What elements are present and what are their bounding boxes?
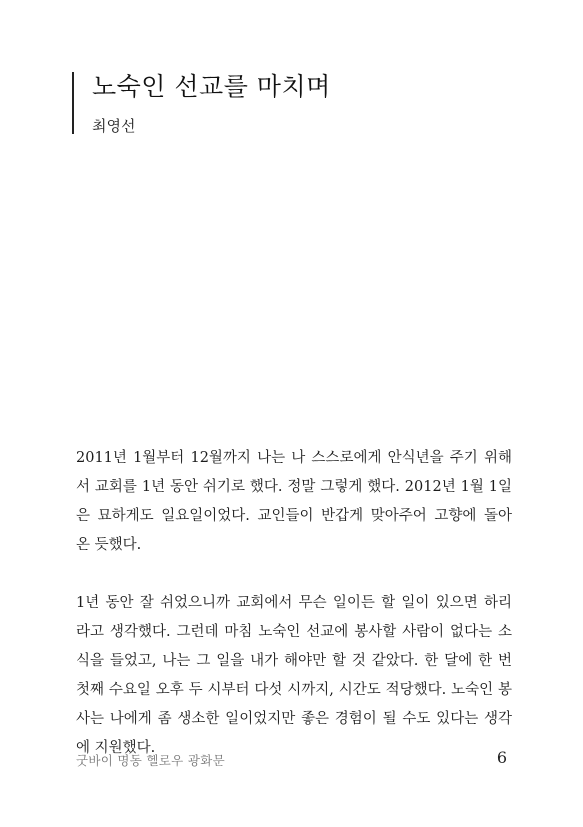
paragraph-line: 식을 들었고, 나는 그 일을 내가 해야만 할 것 같았다. 한 달에 한 번 [76, 653, 512, 669]
paragraph-line: 라고 생각했다. 그런데 마침 노숙인 선교에 봉사할 사람이 없다는 소 [76, 624, 512, 640]
paragraph-line: 온 듯했다. [76, 537, 142, 553]
paragraph-line: 에 지원했다. [76, 740, 156, 756]
paragraph-line: 사는 나에게 좀 생소한 일이었지만 좋은 경험이 될 수도 있다는 생각 [76, 711, 512, 727]
page-footer [76, 748, 511, 770]
paragraph-line: 1년 동안 잘 쉬었으니까 교회에서 무슨 일이든 할 일이 있으면 하리 [76, 595, 512, 611]
paragraph-line: 서 교회를 1년 동안 쉬기로 했다. 정말 그렇게 했다. 2012년 1월 1일 [76, 479, 512, 495]
author-name: 최영선 [92, 117, 136, 135]
paragraph-2 [76, 589, 512, 763]
paragraph-line: 첫째 수요일 오후 두 시부터 다섯 시까지, 시간도 적당했다. 노숙인 봉 [76, 682, 512, 698]
page-title: 노숙인 선교를 마치며 [92, 72, 331, 101]
page-number: 6 [496, 748, 507, 767]
paragraph-line: 은 묘하게도 일요일이었다. 교인들이 반갑게 맞아주어 고향에 돌아 [76, 508, 512, 524]
article-body [76, 444, 512, 763]
paragraph-line: 2011년 1월부터 12월까지 나는 나 스스로에게 안식년을 주기 위해 [76, 450, 512, 466]
paragraph-1 [76, 444, 512, 560]
running-footer-title: 굿바이 명동 헬로우 광화문 [76, 753, 225, 768]
title-block [72, 72, 331, 134]
